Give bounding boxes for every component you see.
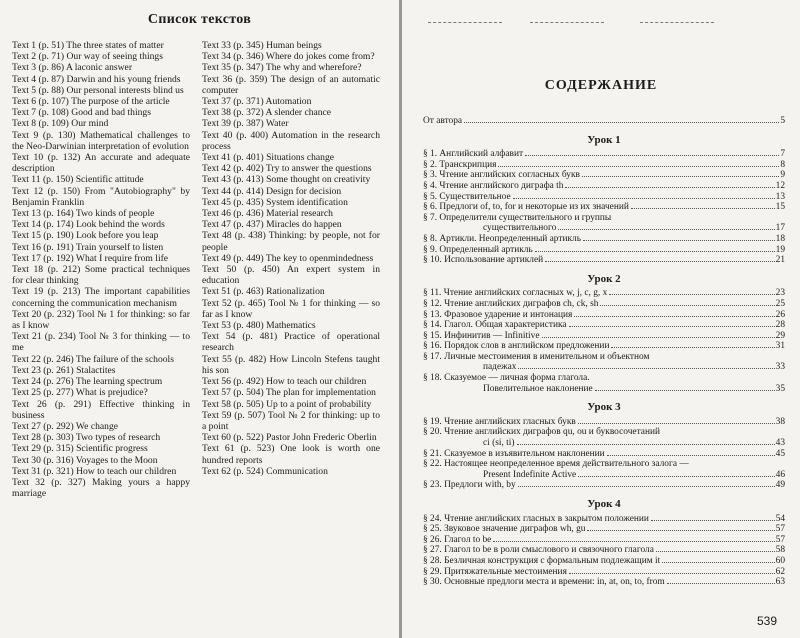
- header-rule-right: [640, 22, 714, 23]
- toc-page-number: 45: [775, 448, 785, 459]
- toc-entry-text: § 16. Порядок слов в английском предложении: [423, 341, 610, 352]
- toc-page-number: 28: [775, 320, 785, 331]
- toc-entry-text: § 10. Использование артиклей: [423, 255, 544, 266]
- toc-row: [423, 331, 785, 342]
- toc-page-number: 43: [775, 438, 785, 449]
- toc-page-number: 12: [775, 180, 785, 191]
- dot-leader: [518, 486, 775, 487]
- text-entry: Text 30 (p. 316) Voyages to the Moon: [12, 454, 158, 466]
- text-entry: Text 50 (p. 450) An expert system in education: [202, 264, 380, 287]
- text-entry: Text 58 (p. 505) Up to a point of probability: [202, 398, 372, 410]
- dot-leader: [535, 251, 775, 252]
- toc-entry-text: § 4. Чтение английского диграфа th: [423, 180, 564, 191]
- text-entry: Text 11 (p. 150) Scientific attitude: [12, 174, 144, 186]
- dot-leader: [558, 229, 774, 230]
- toc-page-number: 23: [775, 288, 785, 299]
- toc-entry-text: Повелительное наклонение: [483, 383, 593, 394]
- dot-leader: [545, 261, 774, 262]
- toc-entry-text: § 29. Притяжательные местоимения: [423, 566, 567, 577]
- toc-entry-text: Present Indefinite Active: [483, 469, 577, 480]
- text-entry: Text 36 (p. 359) The design of an automatic computer: [202, 73, 380, 96]
- toc-page-number: 57: [775, 534, 785, 545]
- toc-entry-text: § 25. Звуковое значение диграфов wh, gu: [423, 524, 586, 535]
- toc-entry-text: § 17. Личные местоимения в именительном и объектном: [423, 351, 650, 362]
- dot-leader: [631, 208, 775, 209]
- text-entry: Text 52 (p. 465) Tool № 1 for thinking — so far as I know: [202, 297, 380, 320]
- toc-entry-text: § 30. Основные предлоги места и времени: in, at, on, to, from: [423, 577, 665, 588]
- toc-entry-text: § 24. Чтение английских гласных в закрытом положении: [423, 513, 649, 524]
- text-entry: Text 27 (p. 292) We change: [12, 420, 119, 432]
- dot-leader: [578, 476, 774, 477]
- contents-title: СОДЕРЖАНИЕ: [544, 78, 658, 93]
- text-entry: Text 23 (p. 261) Stalactites: [12, 364, 116, 376]
- text-entry: Text 37 (p. 371) Automation: [202, 96, 312, 108]
- text-entry: Text 62 (p. 524) Communication: [202, 465, 328, 477]
- toc-entry-text: § 26. Глагол to be: [423, 534, 492, 545]
- toc-row: [423, 299, 785, 310]
- toc-entry-text: падежах: [483, 362, 517, 373]
- dot-leader: [582, 176, 779, 177]
- text-entry: Text 10 (p. 132) An accurate and adequate description: [12, 152, 190, 175]
- toc-entry-text: § 20. Чтение английских диграфов qu, ou и буквосочетаний: [423, 427, 661, 438]
- toc-row: [423, 470, 785, 481]
- toc-page-number: 54: [775, 513, 785, 524]
- toc-row: [423, 556, 785, 567]
- lesson-heading: Урок 4: [587, 498, 621, 510]
- toc-page-number: 15: [775, 202, 785, 213]
- text-entry: Text 6 (p. 107) The purpose of the article: [12, 96, 170, 108]
- dot-leader: [662, 562, 774, 563]
- text-entry: Text 39 (p. 387) Water: [202, 118, 289, 130]
- toc-row: [423, 567, 785, 578]
- text-entry: Text 5 (p. 88) Our personal interests blind us: [12, 84, 184, 96]
- text-entry: Text 1 (p. 51) The three states of matter: [12, 40, 164, 51]
- toc-entry-text: § 1. Английский алфавит: [423, 149, 524, 160]
- table-of-contents: [423, 116, 785, 588]
- toc-row: [423, 480, 785, 491]
- text-entry: Text 43 (p. 413) Some thought on creativity: [202, 174, 371, 186]
- text-entry: Text 40 (p. 400) Automation in the research process: [202, 129, 380, 152]
- toc-row: [423, 514, 785, 525]
- text-entry: Text 48 (p. 438) Thinking: by people, not for people: [202, 230, 380, 253]
- toc-row: [423, 149, 785, 160]
- toc-page-number: 13: [775, 191, 785, 202]
- dot-leader: [574, 316, 774, 317]
- text-entry: Text 60 (p. 522) Pastor John Frederic Oberlin: [202, 432, 377, 444]
- text-entry: Text 9 (p. 130) Mathematical challenges to the Neo-Darwinian interpretation of evolution: [12, 129, 190, 152]
- text-entry: Text 13 (p. 164) Two kinds of people: [12, 208, 155, 220]
- toc-row: [423, 545, 785, 556]
- toc-page-number: 25: [775, 298, 785, 309]
- toc-page-number: 5: [780, 116, 785, 126]
- toc-entry-text: § 12. Чтение английских диграфов ch, ck, sh: [423, 298, 599, 309]
- toc-row: [423, 245, 785, 256]
- text-entry: Text 42 (p. 402) Try to answer the questions: [202, 163, 372, 175]
- text-entry: Text 31 (p. 321) How to teach our children: [12, 465, 177, 477]
- toc-entry-text: § 22. Настоящее неопределенное время действительного залога —: [423, 459, 689, 470]
- toc-entry-text: § 27. Глагол to be в роли смыслового и связочного глагола: [423, 545, 654, 556]
- text-entry: Text 61 (p. 523) One look is worth one hundred reports: [202, 443, 380, 466]
- text-entry: Text 57 (p. 504) The plan for implementation: [202, 387, 376, 399]
- text-entry: Text 2 (p. 71) Our way of seeing things: [12, 51, 163, 63]
- toc-entry-text: § 8. Артикли. Неопределенный артикль: [423, 233, 581, 244]
- text-entry: Text 25 (p. 277) What is prejudice?: [12, 387, 148, 399]
- text-entry: Text 53 (p. 480) Mathematics: [202, 320, 316, 332]
- dot-leader: [513, 198, 775, 199]
- toc-entry-text: § 15. Инфинитив — Infinitive: [423, 330, 540, 341]
- dot-leader: [611, 347, 774, 348]
- dot-leader: [493, 541, 774, 542]
- texts-column-2: [202, 40, 380, 477]
- text-entry: Text 4 (p. 87) Darwin and his young friends: [12, 73, 181, 85]
- toc-page-number: 60: [775, 555, 785, 566]
- text-entry: Text 19 (p. 213) The important capabilities concerning the communication mechanism: [12, 286, 190, 309]
- text-entry: Text 59 (p. 507) Tool № 2 for thinking: up to a point: [202, 409, 380, 432]
- toc-row: [423, 181, 785, 192]
- toc-page-number: 58: [775, 545, 785, 556]
- toc-entry-text: § 23. Предлоги with, by: [423, 480, 516, 491]
- header-rule-left: [428, 22, 502, 23]
- toc-entry-text: § 19. Чтение английских гласных букв: [423, 416, 576, 427]
- toc-page-number: 17: [775, 223, 785, 234]
- text-entry: Text 29 (p. 315) Scientific progress: [12, 443, 148, 455]
- text-entry: Text 33 (p. 345) Human beings: [202, 40, 322, 51]
- text-entry: Text 8 (p. 109) Our mind: [12, 118, 109, 130]
- toc-entry-text: § 9. Определенный артикль: [423, 244, 533, 255]
- toc-row: [423, 234, 785, 245]
- toc-row: [423, 341, 785, 352]
- text-entry: Text 18 (p. 212) Some practical techniques for clear thinking: [12, 264, 190, 287]
- toc-row: [423, 535, 785, 546]
- toc-page-number: 19: [775, 244, 785, 255]
- toc-row: [423, 449, 785, 460]
- text-entry: Text 44 (p. 414) Design for decision: [202, 185, 342, 197]
- dot-leader: [651, 520, 775, 521]
- dot-leader: [607, 455, 775, 456]
- texts-column-1: [12, 40, 190, 499]
- dot-leader: [609, 294, 774, 295]
- toc-entry-text: § 5. Существительное: [423, 191, 511, 202]
- text-entry: Text 20 (p. 232) Tool № 1 for thinking: so far as I know: [12, 308, 190, 332]
- toc-row: [423, 288, 785, 299]
- text-entry: Text 49 (p. 449) The key to openmindedness: [202, 252, 374, 264]
- toc-row: [423, 160, 785, 171]
- toc-row: [423, 417, 785, 428]
- text-entry: Text 46 (p. 436) Material research: [202, 208, 333, 220]
- toc-page-number: 62: [775, 566, 785, 577]
- text-entry: Text 26 (p. 291) Effective thinking in business: [12, 398, 190, 421]
- toc-page-number: 29: [775, 330, 785, 341]
- toc-page-number: 31: [775, 341, 785, 352]
- lesson-heading: Урок 2: [587, 272, 621, 285]
- text-entry: Text 51 (p. 463) Rationalization: [202, 286, 325, 298]
- text-entry: Text 12 (p. 150) From "Autobiography" by Benjamin Franklin: [12, 185, 190, 208]
- toc-entry-text: § 3. Чтение английских согласных букв: [423, 170, 580, 181]
- toc-row: [423, 577, 785, 588]
- dot-leader: [595, 390, 775, 391]
- text-entry: Text 32 (p. 327) Making yours a happy marriage: [12, 476, 190, 500]
- text-entry: Text 47 (p. 437) Miracles do happen: [202, 219, 342, 231]
- lesson-heading: Урок 1: [587, 133, 621, 146]
- dot-leader: [498, 166, 779, 167]
- dot-leader: [565, 187, 774, 188]
- dot-leader: [464, 122, 779, 123]
- dot-leader: [667, 583, 775, 584]
- toc-row: [423, 362, 785, 373]
- toc-row: [423, 116, 785, 127]
- toc-entry-text: существительного: [483, 223, 557, 234]
- toc-page-number: 33: [775, 362, 785, 373]
- dot-leader: [569, 573, 775, 574]
- dot-leader: [569, 326, 775, 327]
- dot-leader: [517, 444, 775, 445]
- text-entry: Text 41 (p. 401) Situations change: [202, 152, 335, 164]
- toc-page-number: 35: [775, 383, 785, 394]
- toc-entry-text: § 6. Предлоги of, to, for и некоторые из их значений: [423, 202, 629, 213]
- text-entry: Text 7 (p. 108) Good and bad things: [12, 107, 151, 119]
- toc-page-number: 7: [780, 149, 785, 160]
- toc-row: [423, 320, 785, 331]
- toc-page-number: 9: [780, 170, 785, 181]
- dot-leader: [600, 305, 774, 306]
- toc-row: [423, 170, 785, 181]
- toc-entry-text: § 13. Фразовое ударение и интонация: [423, 309, 573, 320]
- text-entry: Text 22 (p. 246) The failure of the schools: [12, 353, 174, 365]
- text-entry: Text 14 (p. 174) Look behind the words: [12, 219, 165, 231]
- toc-page-number: 63: [775, 577, 785, 588]
- text-entry: Text 15 (p. 190) Look before you leap: [12, 230, 159, 242]
- texts-list-title: Список текстов: [147, 12, 252, 27]
- toc-page-number: 46: [775, 469, 785, 480]
- text-entry: Text 38 (p. 372) A slender chance: [202, 107, 332, 119]
- toc-row: [423, 384, 785, 395]
- toc-entry-text: § 7. Определители существительного и группы: [423, 212, 612, 223]
- toc-page-number: 49: [775, 480, 785, 491]
- text-entry: Text 24 (p. 276) The learning spectrum: [12, 376, 163, 388]
- dot-leader: [578, 423, 775, 424]
- toc-page-number: 38: [775, 416, 785, 427]
- toc-entry-text: § 14. Глагол. Общая характеристика: [423, 320, 567, 331]
- dot-leader: [656, 551, 775, 552]
- text-entry: Text 3 (p. 86) A laconic answer: [12, 62, 133, 74]
- text-entry: Text 56 (p. 492) How to teach our children: [202, 376, 367, 388]
- toc-page-number: 18: [775, 233, 785, 244]
- toc-row: [423, 524, 785, 535]
- toc-page-number: 26: [775, 309, 785, 320]
- text-entry: Text 17 (p. 192) What I require from life: [12, 252, 169, 264]
- toc-row: [423, 438, 785, 449]
- toc-entry-text: § 18. Сказуемое — личная форма глагола.: [423, 373, 590, 384]
- dot-leader: [587, 530, 774, 531]
- toc-entry-text: От автора: [423, 116, 463, 126]
- page-number: 539: [757, 614, 778, 628]
- text-entry: Text 54 (p. 481) Practice of operational research: [202, 331, 380, 354]
- text-entry: Text 34 (p. 346) Where do jokes come from?: [202, 51, 375, 63]
- text-entry: Text 16 (p. 191) Train yourself to listen: [12, 241, 164, 253]
- toc-entry-text: ci (si, ti): [483, 438, 515, 449]
- toc-entry-text: § 21. Сказуемое в изъявительном наклонении: [423, 448, 605, 459]
- dot-leader: [525, 155, 779, 156]
- toc-page-number: 21: [775, 255, 785, 266]
- toc-entry-text: § 2. Транскрипция: [423, 159, 497, 170]
- text-entry: Text 35 (p. 347) The why and wherefore?: [202, 62, 362, 74]
- text-entry: Text 55 (p. 482) How Lincoln Stefens taught his son: [202, 353, 380, 376]
- text-entry: Text 45 (p. 435) System identification: [202, 196, 348, 208]
- dot-leader: [583, 240, 775, 241]
- toc-page-number: 57: [775, 524, 785, 535]
- dot-leader: [518, 368, 774, 369]
- text-entry: Text 21 (p. 234) Tool № 3 for thinking — to me: [12, 331, 190, 354]
- toc-row: [423, 310, 785, 321]
- toc-page-number: 8: [780, 159, 785, 170]
- toc-row: [423, 202, 785, 213]
- text-entry: Text 28 (p. 303) Two types of research: [12, 432, 161, 444]
- toc-row: [423, 223, 785, 234]
- toc-row: [423, 255, 785, 266]
- header-rule-mid: [530, 22, 604, 23]
- toc-entry-text: § 11. Чтение английских согласных w, j, c, g, x: [423, 288, 608, 299]
- toc-row: [423, 192, 785, 203]
- dot-leader: [542, 337, 775, 338]
- lesson-heading: Урок 3: [587, 401, 621, 414]
- toc-entry-text: § 28. Безличная конструкция с формальным подлежащим it: [423, 555, 661, 566]
